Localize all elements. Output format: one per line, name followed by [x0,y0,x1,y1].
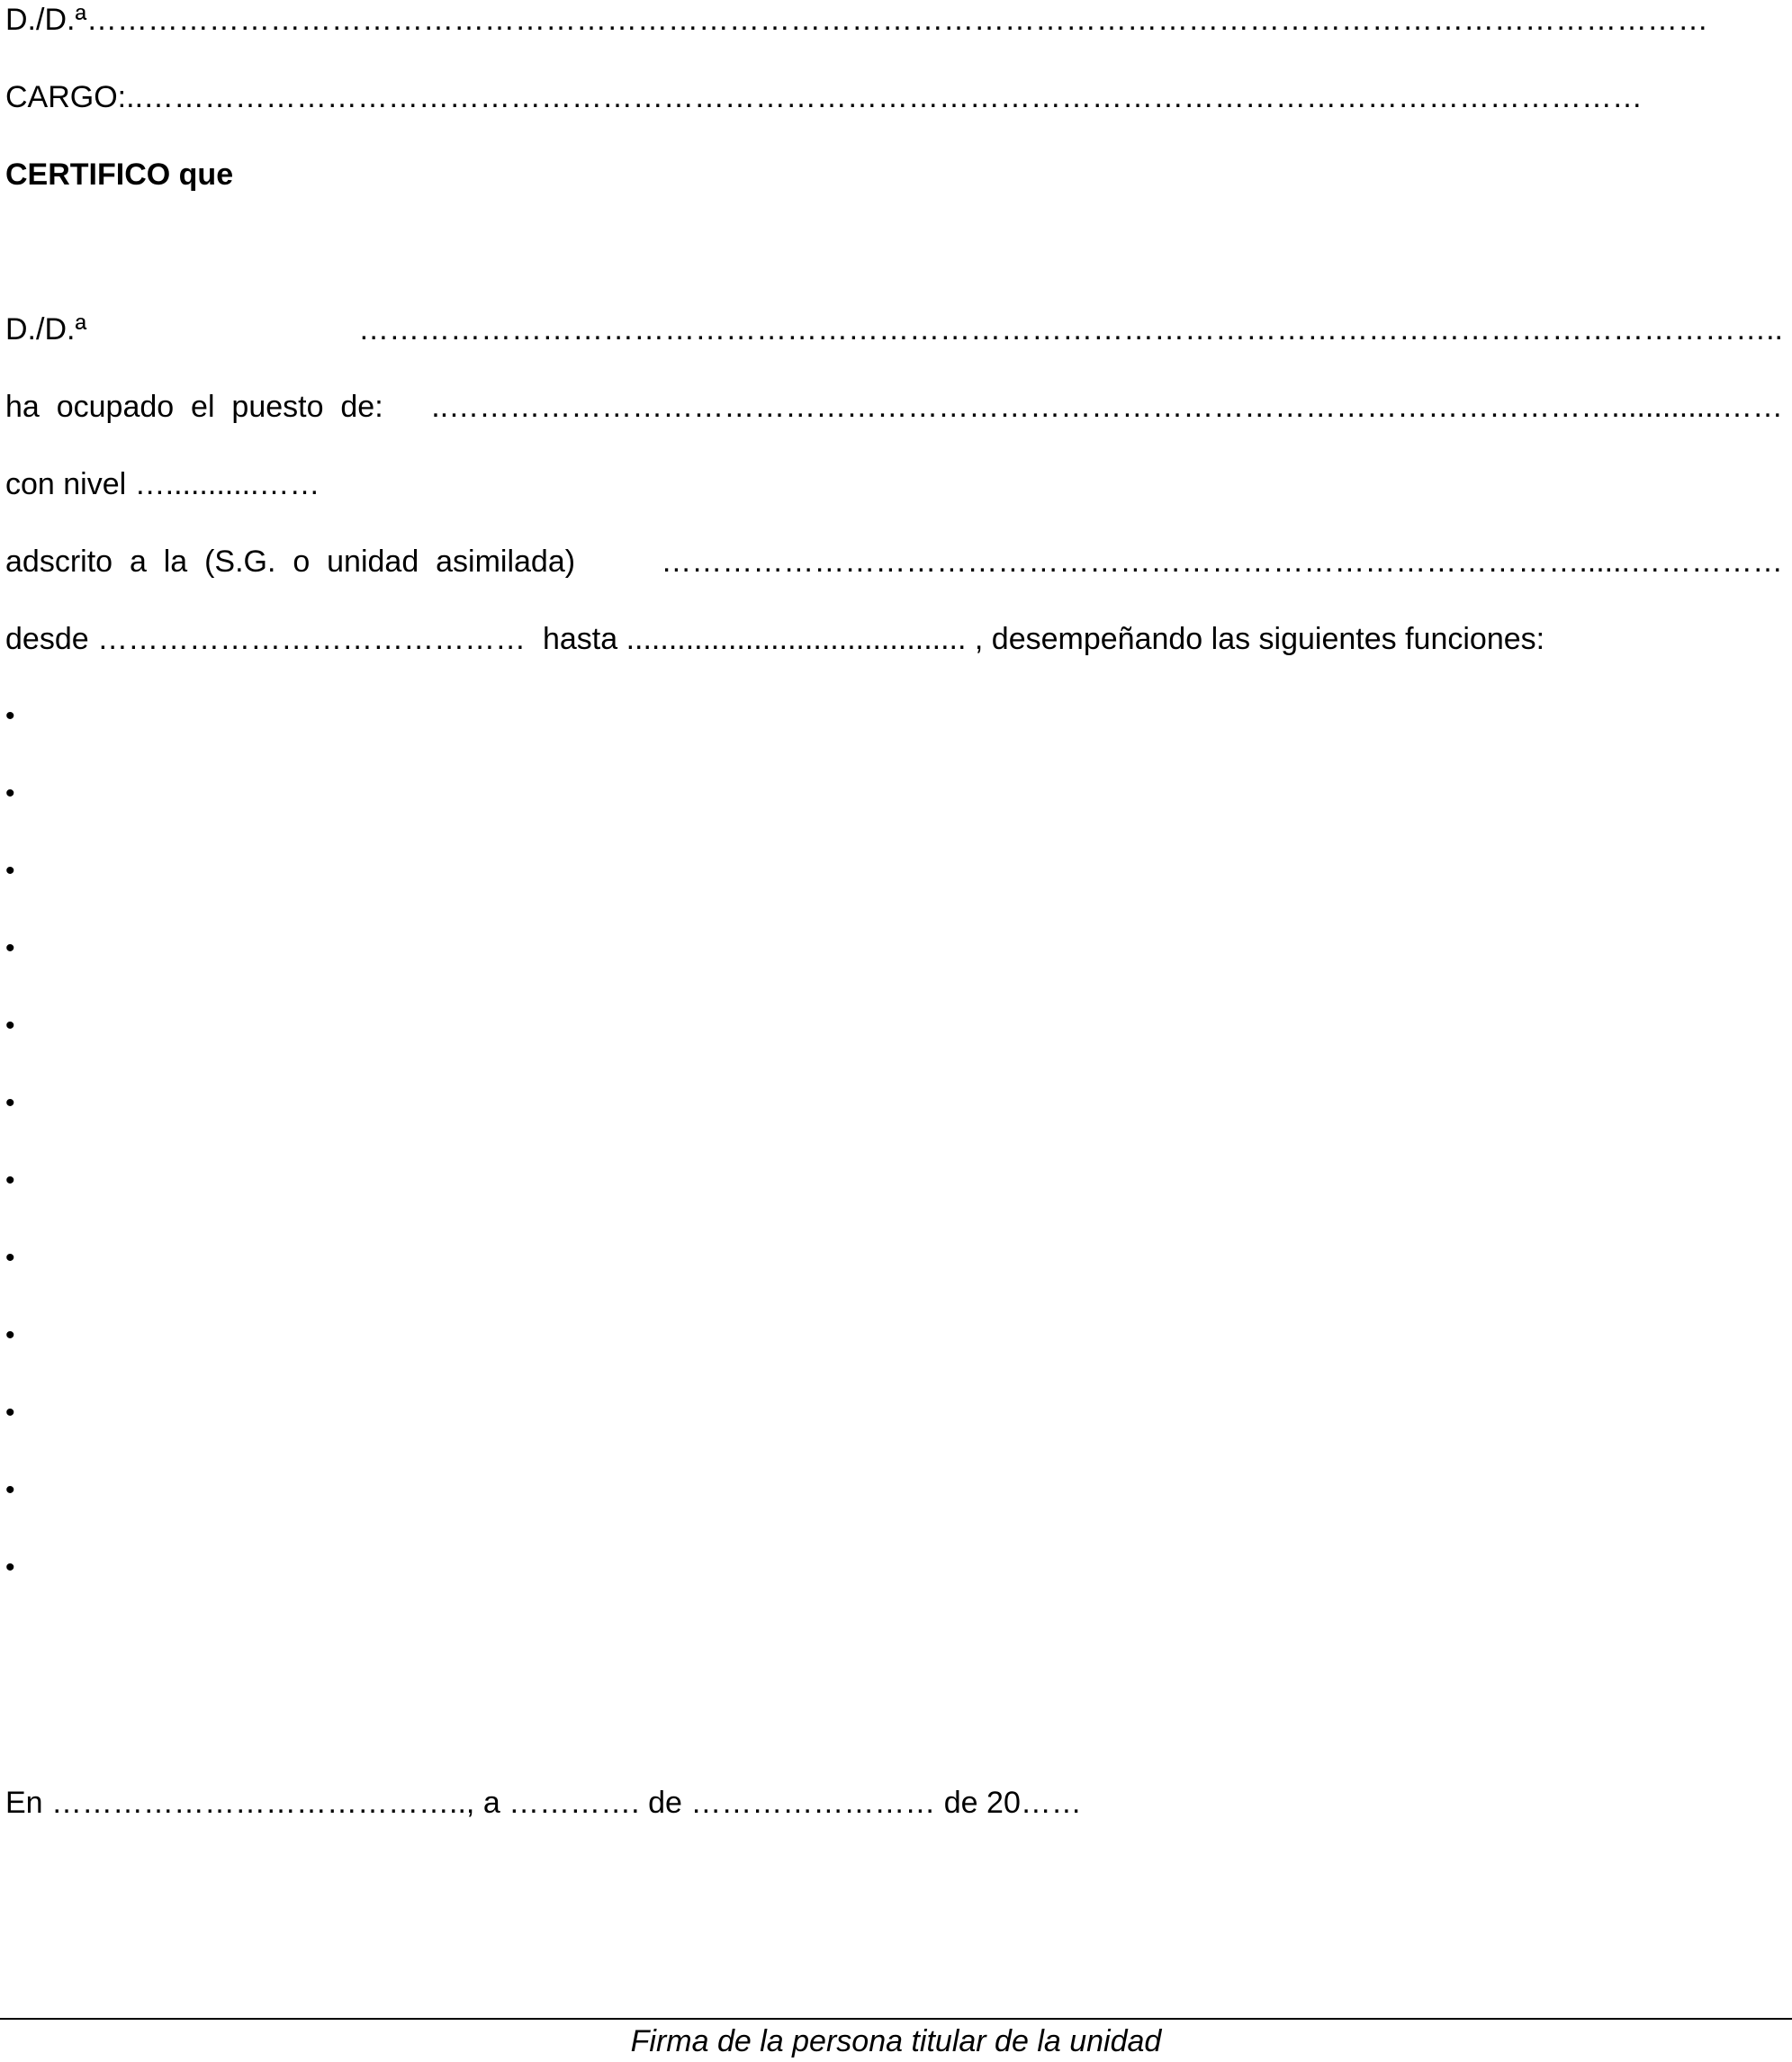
position-field[interactable]: ..…………………………………………………………………………………………………….............…… [431,390,1783,424]
function-item[interactable]: • [5,1320,15,1350]
function-item[interactable]: • [5,1243,15,1273]
place-date-line[interactable]: En ………………………………….., a …………. de …………………… de 20…… [5,1786,1082,1820]
position-label: ha ocupado el puesto de: [5,390,383,424]
assigned-label: adscrito a la (S.G. o unidad asimilada) [5,545,576,579]
function-item[interactable]: • [5,1475,15,1505]
position-row [5,389,1783,425]
dates-line[interactable]: desde …………………………………… hasta ........................................ , desempeñando las siguientes funciones: [5,622,1545,656]
function-item[interactable]: • [5,701,15,731]
function-item[interactable]: • [5,1088,15,1118]
function-item[interactable]: • [5,779,15,808]
assigned-row [5,544,1783,580]
signature-caption: Firma de la persona titular de la unidad [630,2024,1162,2058]
function-item[interactable]: • [5,1398,15,1427]
function-item[interactable]: • [5,1553,15,1582]
subject-name-row [5,311,1783,347]
certifies-heading: CERTIFICO que [5,158,234,192]
level-line[interactable]: con nivel …...........…… [5,467,320,501]
function-item[interactable]: • [5,1166,15,1195]
signature-line [0,2018,1792,2020]
certifier-position-line[interactable]: CARGO:..………………………………………………………………………………………………………………………………… [5,80,1643,114]
certifier-name-line[interactable]: D./D.ª…………………………………………………………………………………………………………………………………………… [5,3,1709,37]
function-item[interactable]: • [5,933,15,963]
assigned-field[interactable]: ………………………………………………………………………………......…………… [661,545,1783,579]
function-item[interactable]: • [5,1011,15,1040]
function-item[interactable]: • [5,856,15,886]
subject-name-field[interactable]: ………………………………………………………………………………………………………………………….. [358,312,1783,347]
subject-name-label: D./D.ª [5,312,87,347]
